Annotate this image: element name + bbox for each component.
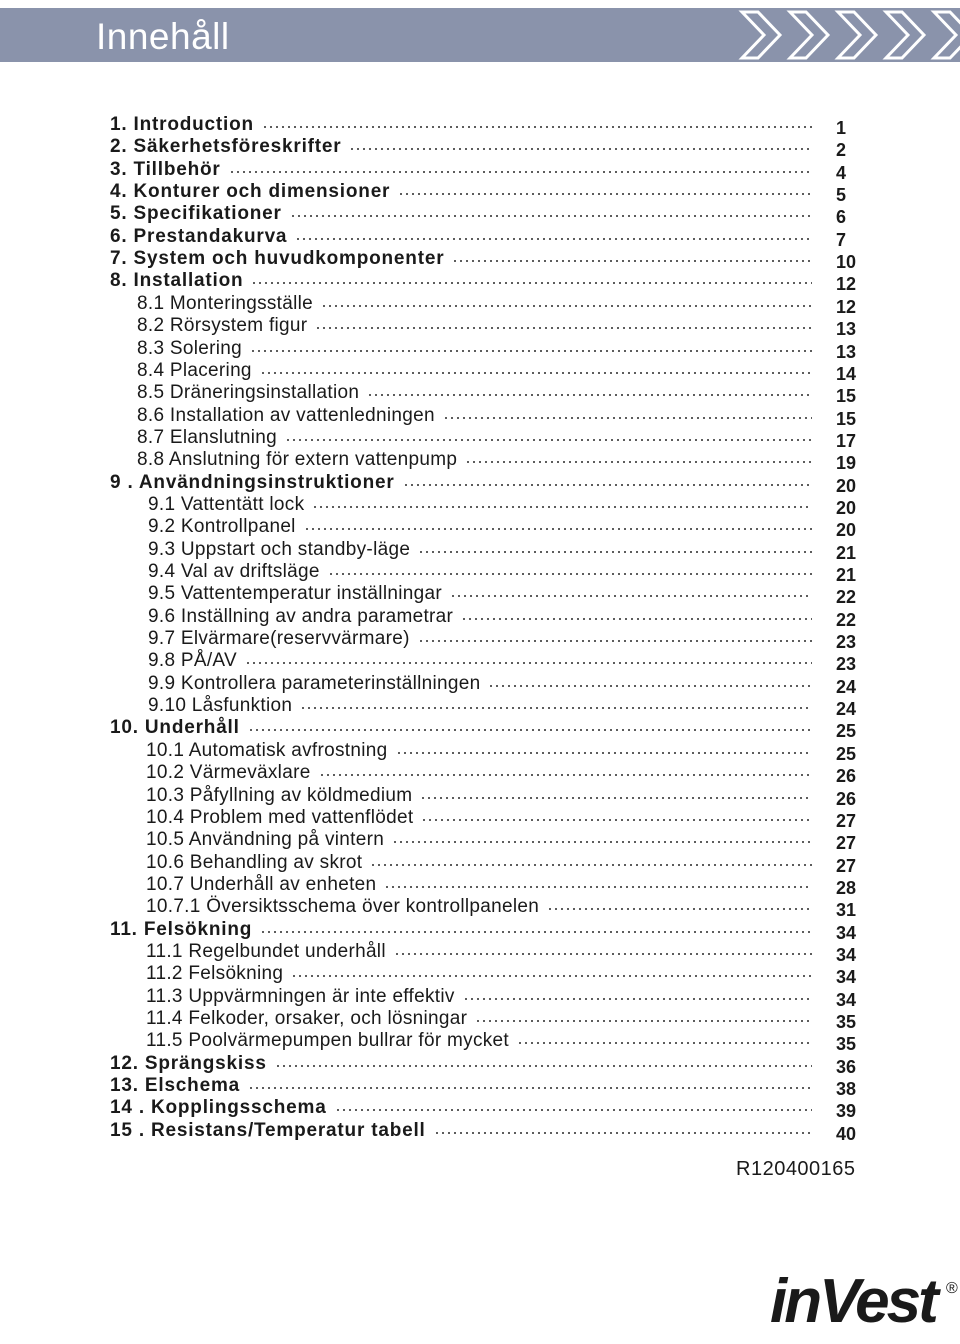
toc-page-number: 15 [836, 386, 857, 407]
toc-page-number: 26 [836, 766, 857, 787]
dot-leader [290, 215, 812, 217]
toc-page-number: 27 [836, 855, 857, 876]
toc-page-number: 21 [836, 565, 857, 585]
toc-entry [137, 315, 812, 337]
dot-leader [434, 1132, 812, 1134]
toc-entry-label: 13. Elschema [110, 1075, 241, 1097]
toc-entry-label: 15 . Resistans/Temperatur tabell [110, 1119, 426, 1141]
toc-page-number: 23 [836, 654, 857, 675]
dot-leader [465, 461, 812, 463]
toc-entry [148, 583, 812, 605]
toc-entry-label: 8.7 Elanslutning [137, 426, 278, 448]
toc-page-number: 23 [836, 632, 857, 653]
toc-entry-label: 8.5 Dräneringsinstallation [137, 382, 360, 404]
toc-page-number: 22 [836, 587, 857, 608]
toc-entry [137, 338, 812, 360]
dot-leader [335, 1109, 812, 1111]
registered-mark: ® [946, 1280, 958, 1297]
toc-entry-label: 5. Specifikationer [110, 203, 282, 225]
dot-leader [421, 819, 812, 821]
dot-leader [420, 797, 812, 799]
toc-entry-label: 4. Konturer och dimensioner [110, 181, 391, 203]
toc-page-number: 24 [836, 676, 857, 697]
dot-leader [250, 350, 812, 352]
toc-entry [146, 963, 812, 985]
toc-page-number: 13 [836, 341, 857, 362]
dot-leader [248, 1087, 812, 1089]
toc-page-number: 19 [836, 453, 857, 474]
toc-page-number: 25 [836, 721, 857, 742]
toc-entry [146, 874, 812, 896]
toc-page-number: 4 [836, 162, 847, 183]
logo-wordmark: inVest [770, 1267, 936, 1336]
toc-entry [148, 695, 812, 717]
dot-leader [384, 886, 812, 888]
document-code: R120400165 [736, 1158, 856, 1180]
toc-entry [148, 628, 812, 650]
toc-entry [110, 919, 812, 941]
toc-entry [148, 673, 812, 695]
toc-entry-label: 11.5 Poolvärmepumpen bullrar för mycket [146, 1030, 510, 1052]
toc-entry-label: 10.3 Påfyllning av köldmedium [146, 784, 413, 806]
toc-entry-label: 8. Installation [110, 270, 244, 292]
toc-entry [148, 516, 812, 538]
dot-leader [463, 998, 812, 1000]
toc-page-number: 35 [836, 1012, 857, 1032]
dot-leader [229, 171, 812, 173]
toc-entry-label: 8.3 Solering [137, 337, 243, 359]
toc-page-number: 22 [836, 609, 857, 630]
toc-entry [137, 382, 812, 404]
toc-page-number: 35 [836, 1034, 857, 1055]
toc-entry [146, 740, 812, 762]
toc-entry [146, 1030, 812, 1052]
toc-entry [146, 941, 812, 963]
toc-entry-label: 8.6 Installation av vattenledningen [137, 404, 435, 426]
dot-leader [260, 931, 812, 933]
toc-entry-label: 10. Underhåll [110, 717, 240, 739]
toc-entry [110, 1097, 812, 1119]
toc-page-number: 26 [836, 788, 857, 809]
toc-entry [110, 181, 812, 203]
toc-page-number: 34 [836, 989, 857, 1010]
page-title: Innehåll [96, 16, 230, 57]
toc-page-number: 12 [836, 274, 857, 295]
toc-entry [110, 472, 812, 494]
dot-leader [315, 327, 812, 329]
toc-entry [137, 360, 812, 382]
toc-entry-label: 9.9 Kontrollera parameterinställningen [148, 672, 481, 694]
toc-page-number: 17 [836, 430, 857, 451]
toc-entry-label: 14 . Kopplingsschema [110, 1097, 327, 1119]
dot-leader [291, 975, 812, 977]
toc-page-number: 27 [836, 833, 857, 854]
toc-entry-label: 9.6 Inställning av andra parametrar [148, 605, 454, 627]
toc-page-number: 39 [836, 1101, 857, 1122]
dot-leader [262, 126, 812, 128]
toc-entry [110, 1075, 812, 1097]
toc-entry [137, 427, 812, 449]
dot-leader [300, 707, 812, 709]
toc-entry [137, 405, 812, 427]
toc-entry-label: 9.1 Vattentätt lock [148, 493, 305, 515]
toc-entry-label: 10.4 Problem med vattenflödet [146, 806, 414, 828]
dot-leader [461, 618, 812, 620]
dot-leader [260, 372, 812, 374]
toc-entry-label: 10.7 Underhåll av enheten [146, 873, 377, 895]
dot-leader [396, 752, 812, 754]
toc-entry-label: 9.7 Elvärmare(reservvärmare) [148, 628, 410, 650]
toc-entry-label: 2. Säkerhetsföreskrifter [110, 136, 342, 158]
toc-entry [110, 114, 812, 136]
toc-entry-label: 8.8 Anslutning för extern vattenpump [137, 449, 458, 471]
toc-entry [110, 717, 812, 739]
toc-page-number: 20 [836, 520, 857, 541]
toc-entry [146, 762, 812, 784]
toc-entry [148, 539, 812, 561]
toc-entry-label: 11.1 Regelbundet underhåll [146, 940, 386, 962]
toc-entry-label: 11. Felsökning [110, 918, 253, 940]
dot-leader [392, 841, 812, 843]
dot-leader [450, 595, 812, 597]
toc-page-number: 25 [836, 743, 857, 764]
toc-entry [110, 159, 812, 181]
dot-leader [394, 953, 812, 955]
toc-entry [146, 829, 812, 851]
toc-entry-label: 8.4 Placering [137, 359, 252, 381]
dot-leader [443, 417, 812, 419]
dot-leader [367, 394, 812, 396]
toc-entry [110, 226, 812, 248]
dot-leader [328, 573, 812, 575]
page-header [0, 8, 960, 62]
toc-entry-label: 6. Prestandakurva [110, 225, 288, 247]
toc-entry-label: 11.3 Uppvärmningen är inte effektiv [146, 985, 455, 1007]
toc-page-number: 6 [836, 207, 847, 228]
toc-page-number: 24 [836, 699, 857, 720]
toc-entry-label: 9.5 Vattentemperatur inställningar [148, 583, 442, 605]
toc-page-number: 20 [836, 475, 857, 496]
toc-entry [148, 561, 812, 583]
toc-page-number: 21 [836, 542, 857, 563]
toc-entry-label: 9.3 Uppstart och standby-läge [148, 538, 411, 560]
dot-leader [398, 193, 812, 195]
dot-leader [304, 528, 812, 530]
toc-entry-label: 10.5 Användning på vintern [146, 829, 385, 851]
dot-leader [295, 238, 812, 240]
toc-page-number: 20 [836, 497, 857, 518]
toc-entry-label: 9.8 PÅ/AV [148, 650, 237, 672]
toc-entry-label: 7. System och huvudkomponenter [110, 248, 445, 270]
dot-leader [418, 640, 812, 642]
toc-entry-label: 10.7.1 Översiktsschema över kontrollpanelen [146, 896, 540, 918]
toc-page-number: 31 [836, 900, 857, 921]
dot-leader [403, 484, 812, 486]
dot-leader [370, 864, 812, 866]
dot-leader [418, 551, 812, 553]
toc-entry-label: 9.2 Kontrollpanel [148, 516, 296, 538]
toc-page-number: 28 [836, 877, 857, 898]
toc-entry [110, 1120, 812, 1142]
toc-page-number: 2 [836, 140, 847, 161]
dot-leader [475, 1020, 812, 1022]
toc-entry-label: 11.4 Felkoder, orsaker, och lösningar [146, 1008, 468, 1029]
toc-entry-label: 11.2 Felsökning [146, 963, 284, 985]
toc-page-number: 34 [836, 944, 857, 965]
toc-page-number: 40 [836, 1123, 857, 1144]
toc-entry-label: 12. Sprängskiss [110, 1052, 267, 1074]
toc-page-number: 15 [836, 408, 857, 429]
dot-leader [245, 662, 812, 664]
toc-entry [148, 606, 812, 628]
dot-leader [547, 908, 812, 910]
dot-leader [251, 282, 812, 284]
toc-entry [137, 449, 812, 471]
toc-entry [110, 270, 812, 292]
toc-page-number: 7 [836, 229, 847, 250]
toc-entry [110, 203, 812, 225]
toc-page-number: 12 [836, 296, 857, 317]
toc-entry-label: 10.1 Automatisk avfrostning [146, 739, 388, 761]
dot-leader [275, 1065, 812, 1067]
toc-entry-label: 9 . Användningsinstruktioner [110, 471, 395, 493]
toc-entry [146, 785, 812, 807]
invest-logo [770, 1267, 960, 1344]
toc-page-number: 27 [836, 810, 857, 831]
toc-entry [110, 1053, 812, 1075]
toc-entry [110, 248, 812, 270]
toc-page-number: 38 [836, 1079, 857, 1100]
dot-leader [248, 729, 812, 731]
toc-page-number: 14 [836, 363, 857, 384]
toc-page-number: 34 [836, 967, 857, 988]
toc-entry-label: 9.4 Val av driftsläge [148, 561, 320, 582]
toc-entry-label: 10.6 Behandling av skrot [146, 851, 363, 873]
dot-leader [319, 774, 812, 776]
toc-page-number: 36 [836, 1056, 857, 1077]
toc-entry-label: 8.2 Rörsystem figur [137, 315, 308, 337]
toc-entry [146, 1008, 812, 1030]
dot-leader [349, 148, 812, 150]
toc-entry [148, 650, 812, 672]
toc-page-number: 13 [836, 319, 857, 340]
toc-entry-label: 1. Introduction [110, 114, 254, 135]
toc-entry-label: 8.1 Monteringsställe [137, 292, 314, 314]
dot-leader [517, 1042, 812, 1044]
toc-entry [146, 986, 812, 1008]
toc-entry-label: 9.10 Låsfunktion [148, 695, 293, 717]
toc-entry [137, 293, 812, 315]
toc-entry-label: 10.2 Värmeväxlare [146, 762, 311, 784]
toc-entry [146, 852, 812, 874]
toc-page-number: 10 [836, 252, 857, 273]
toc-entry [110, 136, 812, 158]
dot-leader [321, 305, 812, 307]
dot-leader [488, 685, 812, 687]
toc-entry-label: 3. Tillbehör [110, 158, 221, 180]
chevron-decoration-icon [720, 8, 960, 62]
toc-page-number: 5 [836, 185, 847, 206]
dot-leader [452, 260, 812, 262]
toc-entry [146, 896, 812, 918]
toc-page-number: 34 [836, 922, 857, 943]
dot-leader [312, 506, 812, 508]
toc-entry [146, 807, 812, 829]
toc-entry [148, 494, 812, 516]
dot-leader [285, 439, 812, 441]
toc-page-number: 1 [836, 118, 847, 138]
